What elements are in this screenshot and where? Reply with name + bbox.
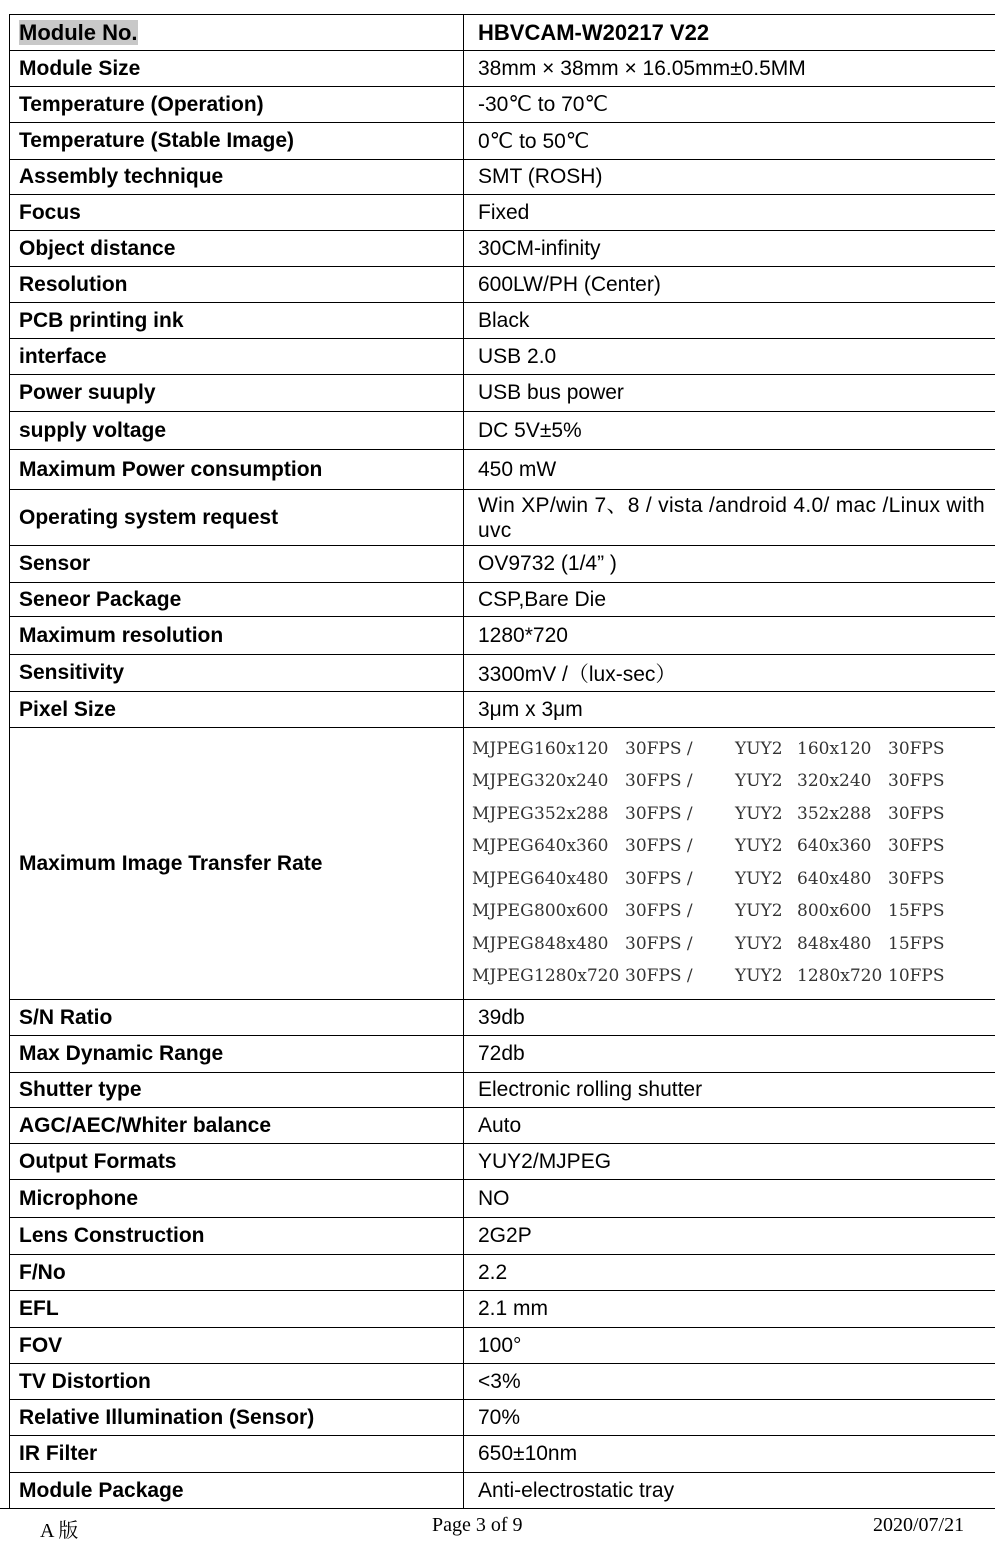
spec-row-b1	[10, 583, 995, 617]
transfer-rate-line	[472, 863, 995, 896]
spec-value: OV9732 (1/4” )	[464, 546, 995, 583]
spec-label: EFL	[10, 1291, 464, 1328]
spec-label: Resolution	[10, 267, 464, 303]
transfer-rate-cell: 30FPS	[888, 798, 945, 831]
spec-value: 450 mW	[464, 450, 995, 490]
spec-value: Win XP/win 7、8 / vista /android 4.0/ mac /Linux with uvc	[464, 490, 995, 546]
transfer-rate-cell: MJPEG	[472, 830, 534, 863]
transfer-rate-cell: 30FPS /	[625, 733, 695, 766]
spec-value: Black	[464, 303, 995, 339]
transfer-rate-cell: 352x288	[534, 798, 625, 831]
transfer-rate-cell: 640x480	[797, 863, 888, 896]
spec-row-a2	[10, 123, 995, 160]
transfer-rate-cell: 640x360	[534, 830, 625, 863]
transfer-rate-cell: YUY2	[735, 928, 797, 961]
spec-row-a8	[10, 339, 995, 375]
spec-value: -30℃ to 70℃	[464, 87, 995, 123]
spec-row-c3	[10, 1108, 995, 1144]
spec-value: Electronic rolling shutter	[464, 1073, 995, 1108]
spec-label: AGC/AEC/Whiter balance	[10, 1108, 464, 1144]
spec-value: USB 2.0	[464, 339, 995, 375]
spec-label: supply voltage	[10, 412, 464, 450]
spec-row-c9	[10, 1328, 995, 1364]
transfer-rate-cell: 30FPS /	[625, 928, 695, 961]
spec-value: 100°	[464, 1328, 995, 1364]
transfer-rate-cell: 160x120	[797, 733, 888, 766]
transfer-rate-cell: 15FPS	[888, 895, 945, 928]
spec-row-c8	[10, 1291, 995, 1328]
spec-value: SMT (ROSH)	[464, 160, 995, 195]
spec-label: Output Formats	[10, 1144, 464, 1180]
transfer-rate-line	[472, 928, 995, 961]
spec-row-b3	[10, 655, 995, 692]
spec-value: CSP,Bare Die	[464, 583, 995, 617]
spec-row-a4	[10, 195, 995, 231]
spec-value: 3μm x 3μm	[464, 692, 995, 728]
spec-label: Relative Illumination (Sensor)	[10, 1400, 464, 1436]
transfer-rate-cell: 800x600	[534, 895, 625, 928]
transfer-rate-line	[472, 895, 995, 928]
spec-row-c6	[10, 1218, 995, 1255]
transfer-rate-cell: 30FPS	[888, 765, 945, 798]
spec-label: TV Distortion	[10, 1364, 464, 1400]
transfer-rate-cell: MJPEG	[472, 765, 534, 798]
spec-value: 1280*720	[464, 617, 995, 655]
spec-row-c2	[10, 1073, 995, 1108]
spec-row-a9	[10, 375, 995, 412]
transfer-rate-cell: 640x480	[534, 863, 625, 896]
transfer-rate-cell: 30FPS /	[625, 798, 695, 831]
transfer-rate-cell: YUY2	[735, 960, 797, 993]
transfer-rate-cell: MJPEG	[472, 733, 534, 766]
spec-row-c0	[10, 1000, 995, 1036]
spec-row-c12	[10, 1436, 995, 1473]
spec-table-body	[10, 15, 995, 1509]
transfer-rate-cell: 30FPS /	[625, 863, 695, 896]
spec-row-b4	[10, 692, 995, 728]
spec-value: <3%	[464, 1364, 995, 1400]
spec-row-transfer-rate	[10, 728, 995, 1000]
spec-row-c4	[10, 1144, 995, 1180]
spec-label: Object distance	[10, 231, 464, 267]
transfer-rate-cell: 30FPS	[888, 863, 945, 896]
transfer-rate-cell: MJPEG	[472, 895, 534, 928]
spec-value: 70%	[464, 1400, 995, 1436]
transfer-rate-line	[472, 960, 995, 993]
spec-row-a5	[10, 231, 995, 267]
spec-value: 2G2P	[464, 1218, 995, 1255]
spec-row-a1	[10, 87, 995, 123]
transfer-rate-cell: 800x600	[797, 895, 888, 928]
spec-label: Microphone	[10, 1180, 464, 1218]
spec-label: Sensor	[10, 546, 464, 583]
spec-value: 3300mV /（lux-sec）	[464, 655, 995, 692]
transfer-rate-list	[472, 729, 995, 999]
transfer-rate-cell: 15FPS	[888, 928, 945, 961]
transfer-rate-cell: MJPEG	[472, 928, 534, 961]
spec-label: Max Dynamic Range	[10, 1036, 464, 1073]
transfer-rate-cell: 1280x720	[534, 960, 625, 993]
header-row	[10, 15, 995, 51]
spec-row-b2	[10, 617, 995, 655]
spec-label: Maximum Image Transfer Rate	[10, 728, 464, 1000]
spec-label: PCB printing ink	[10, 303, 464, 339]
transfer-rate-cell: 320x240	[534, 765, 625, 798]
transfer-rate-cell: MJPEG	[472, 863, 534, 896]
transfer-rate-line	[472, 765, 995, 798]
spec-label: Sensitivity	[10, 655, 464, 692]
transfer-rate-cell: MJPEG	[472, 798, 534, 831]
spec-label: Temperature (Stable Image)	[10, 123, 464, 160]
spec-value: Auto	[464, 1108, 995, 1144]
spec-value: 2.2	[464, 1255, 995, 1291]
transfer-rate-cell: 848x480	[534, 928, 625, 961]
transfer-rate-cell: YUY2	[735, 895, 797, 928]
transfer-rate-cell: YUY2	[735, 733, 797, 766]
spec-label: Temperature (Operation)	[10, 87, 464, 123]
spec-label: Pixel Size	[10, 692, 464, 728]
spec-value: NO	[464, 1180, 995, 1218]
spec-label: S/N Ratio	[10, 1000, 464, 1036]
transfer-rate-cell: YUY2	[735, 798, 797, 831]
footer-page-number: Page 3 of 9	[432, 1514, 523, 1537]
spec-value: 39db	[464, 1000, 995, 1036]
spec-row-a6	[10, 267, 995, 303]
transfer-rate-cell: 30FPS	[888, 733, 945, 766]
transfer-rate-cell: 1280x720	[797, 960, 888, 993]
spec-value: 0℃ to 50℃	[464, 123, 995, 160]
page-footer	[0, 1508, 995, 1526]
transfer-rate-cell: MJPEG	[472, 960, 534, 993]
spec-value: 30CM-infinity	[464, 231, 995, 267]
footer-date: 2020/07/21	[873, 1514, 964, 1537]
spec-value: 2.1 mm	[464, 1291, 995, 1328]
module-no-label-text: Module No.	[19, 20, 138, 45]
spec-row-c10	[10, 1364, 995, 1400]
transfer-rate-cell: 160x120	[534, 733, 625, 766]
transfer-rate-cell: 30FPS /	[625, 895, 695, 928]
transfer-rate-cell: 320x240	[797, 765, 888, 798]
transfer-rate-cell: 10FPS	[888, 960, 945, 993]
spec-label: Shutter type	[10, 1073, 464, 1108]
transfer-rate-cell: 848x480	[797, 928, 888, 961]
spec-value: USB bus power	[464, 375, 995, 412]
spec-row-a0	[10, 51, 995, 87]
spec-label: Operating system request	[10, 490, 464, 546]
spec-label: Assembly technique	[10, 160, 464, 195]
spec-value: Anti-electrostatic tray	[464, 1473, 995, 1509]
spec-label: IR Filter	[10, 1436, 464, 1473]
spec-table	[9, 14, 995, 1509]
spec-value: YUY2/MJPEG	[464, 1144, 995, 1180]
spec-row-a7	[10, 303, 995, 339]
module-no-value: HBVCAM-W20217 V22	[464, 15, 995, 51]
spec-label: Maximum resolution	[10, 617, 464, 655]
spec-label: Focus	[10, 195, 464, 231]
transfer-rate-line	[472, 830, 995, 863]
spec-label: Module Package	[10, 1473, 464, 1509]
spec-value: 38mm × 38mm × 16.05mm±0.5MM	[464, 51, 995, 87]
transfer-rate-line	[472, 733, 995, 766]
spec-label: Seneor Package	[10, 583, 464, 617]
spec-row-c1	[10, 1036, 995, 1073]
spec-value: 650±10nm	[464, 1436, 995, 1473]
spec-row-b0	[10, 546, 995, 583]
spec-label: interface	[10, 339, 464, 375]
spec-row-a3	[10, 160, 995, 195]
spec-label: F/No	[10, 1255, 464, 1291]
spec-row-c13	[10, 1473, 995, 1509]
transfer-rate-line	[472, 798, 995, 831]
transfer-rate-value	[464, 728, 995, 1000]
transfer-rate-cell: 640x360	[797, 830, 888, 863]
spec-row-os	[10, 490, 995, 546]
spec-row-c7	[10, 1255, 995, 1291]
spec-label: Module Size	[10, 51, 464, 87]
spec-value: 72db	[464, 1036, 995, 1073]
footer-version: A 版	[40, 1514, 78, 1543]
spec-value: DC 5V±5%	[464, 412, 995, 450]
transfer-rate-cell: YUY2	[735, 863, 797, 896]
spec-label: Lens Construction	[10, 1218, 464, 1255]
spec-row-c11	[10, 1400, 995, 1436]
transfer-rate-cell: 30FPS /	[625, 830, 695, 863]
spec-row-a10	[10, 412, 995, 450]
transfer-rate-cell: 30FPS	[888, 830, 945, 863]
spec-label: Maximum Power consumption	[10, 450, 464, 490]
spec-row-c5	[10, 1180, 995, 1218]
spec-value: Fixed	[464, 195, 995, 231]
spec-value: 600LW/PH (Center)	[464, 267, 995, 303]
spec-label: FOV	[10, 1328, 464, 1364]
transfer-rate-cell: 30FPS /	[625, 765, 695, 798]
transfer-rate-cell: 30FPS /	[625, 960, 695, 993]
transfer-rate-cell: YUY2	[735, 765, 797, 798]
module-no-label	[10, 15, 464, 51]
spec-label: Power suuply	[10, 375, 464, 412]
spec-row-a11	[10, 450, 995, 490]
transfer-rate-cell: 352x288	[797, 798, 888, 831]
transfer-rate-cell: YUY2	[735, 830, 797, 863]
